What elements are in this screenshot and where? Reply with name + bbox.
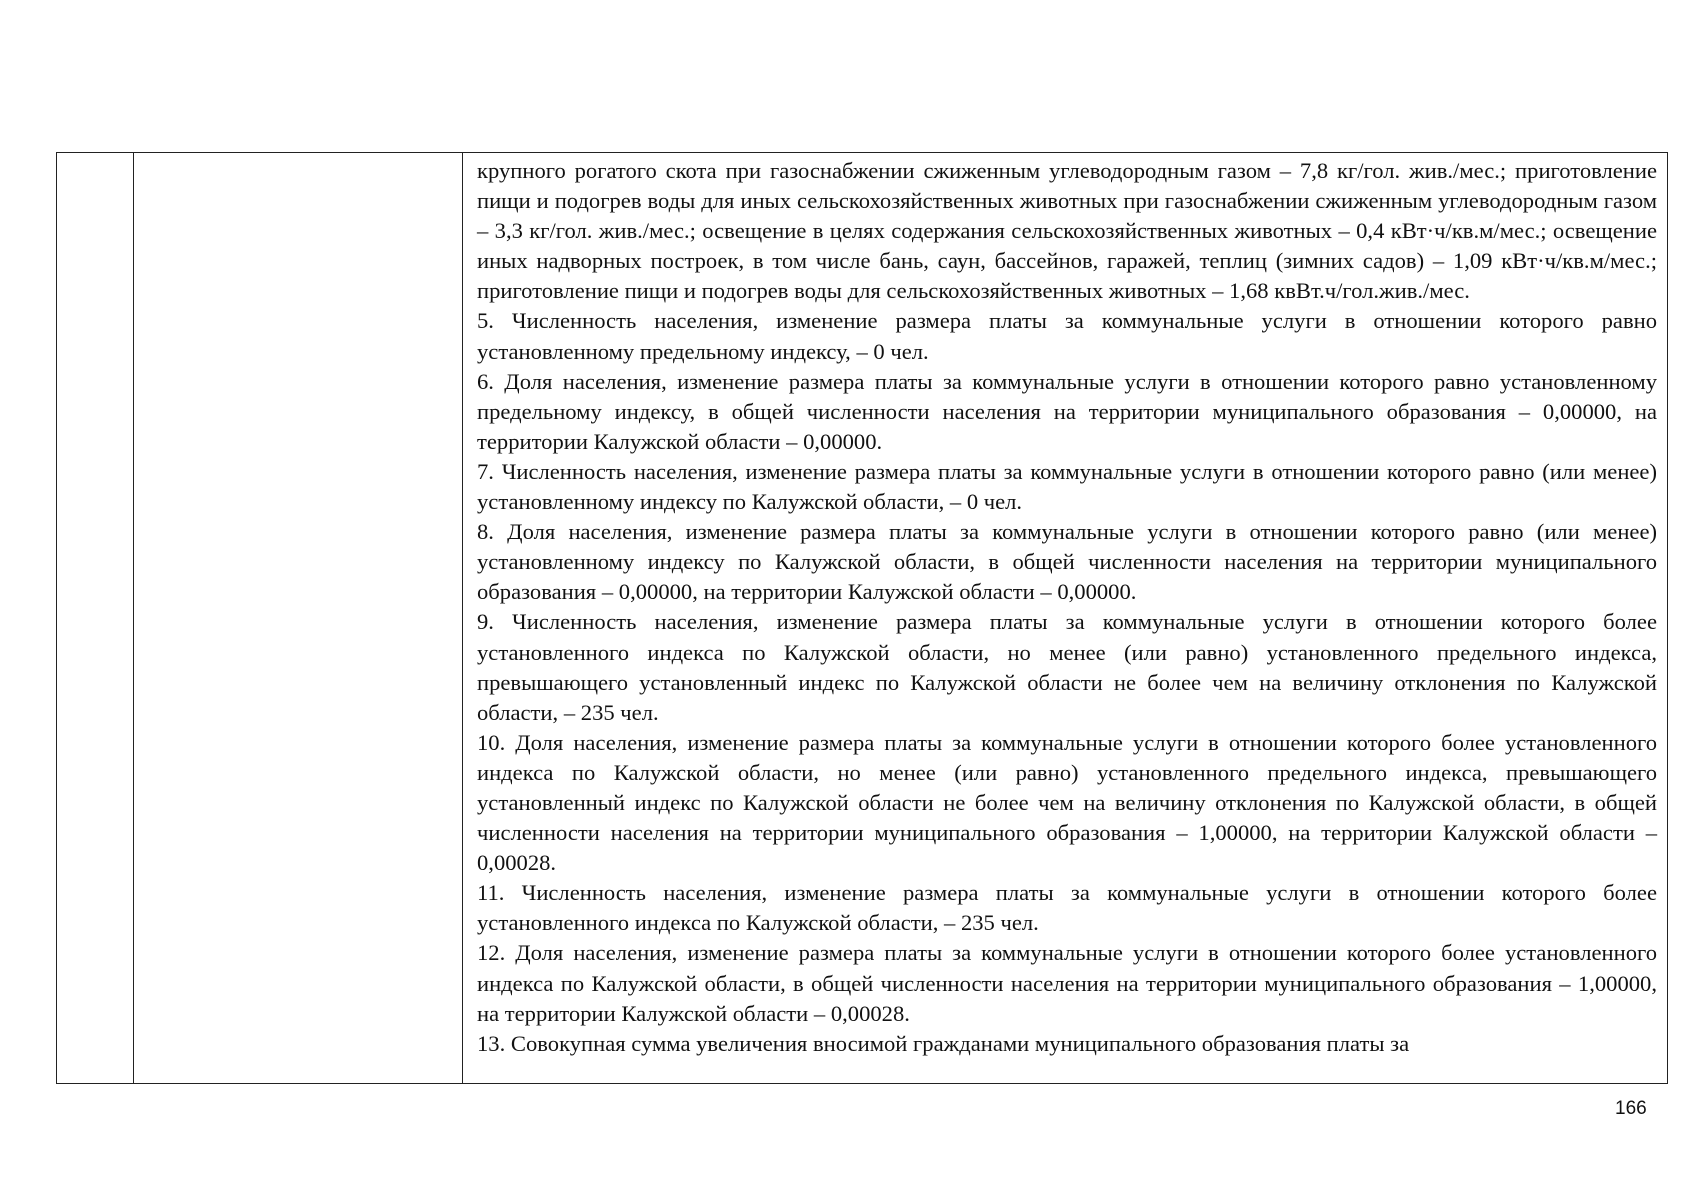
paragraph-13: 13. Совокупная сумма увеличения вносимой гражданами муниципального образования платы за bbox=[477, 1030, 1410, 1056]
page-number: 166 bbox=[1615, 1098, 1647, 1119]
paragraph-7: 7. Численность населения, изменение размера платы за коммунальные услуги в отношении которого равно (или менее) установленному индексу по Калужской области, – 0 чел. bbox=[477, 458, 1657, 515]
name-cell bbox=[134, 153, 463, 1084]
paragraph-9: 9. Численность населения, изменение размера платы за коммунальные услуги в отношении которого более установленного индекса по Калужской области, но менее (или равно) установленного предельного индекса, превышающего установленный индекс по Калужской области не более чем на величину отклонения по Калужской области, – 235 чел. bbox=[477, 609, 1657, 725]
number-cell bbox=[57, 153, 134, 1084]
text-cell bbox=[463, 153, 1668, 1084]
table-row bbox=[57, 153, 1668, 1084]
document-table bbox=[56, 152, 1668, 1084]
paragraph-10: 10. Доля населения, изменение размера платы за коммунальные услуги в отношении которого более установленного индекса по Калужской области, но менее (или равно) установленного предельного индекса, превышающего установленный индекс по Калужской области не более чем на величину отклонения по Калужской области, в общей численности населения на территории муниципального образования – 1,00000, на территории Калужской области – 0,00028. bbox=[477, 729, 1657, 876]
paragraph-5: 5. Численность населения, изменение размера платы за коммунальные услуги в отношении которого равно установленному предельному индексу, – 0 чел. bbox=[477, 308, 1657, 364]
paragraph-continuation: крупного рогатого скота при газоснабжении сжиженным углеводородным газом – 7,8 кг/гол. жив./мес.; приготовление пищи и подогрев воды для иных сельскохозяйственных животных при газоснабжении сжиженным углеводородным газом – 3,3 кг/гол. жив./мес.; освещение в целях содержания сельскохозяйственных животных – 0,4 кВт·ч/кв.м/мес.; освещение иных надворных построек, в том числе бань, саун, бассейнов, гаражей, теплиц (зимних садов) – 1,09 кВт·ч/кв.м/мес.; приготовление пищи и подогрев воды для сельскохозяйственных животных – 1,68 квВт.ч/гол.жив./мес. bbox=[477, 158, 1657, 304]
paragraph-8: 8. Доля населения, изменение размера платы за коммунальные услуги в отношении которого равно (или менее) установленному индексу по Калужской области, в общей численности населения на территории муниципального образования – 0,00000, на территории Калужской области – 0,00000. bbox=[477, 519, 1657, 605]
paragraph-12: 12. Доля населения, изменение размера платы за коммунальные услуги в отношении которого более установленного индекса по Калужской области, в общей численности населения на территории муниципального образования – 1,00000, на территории Калужской области – 0,00028. bbox=[477, 940, 1657, 1026]
paragraph-11: 11. Численность населения, изменение размера платы за коммунальные услуги в отношении которого более установленного индекса по Калужской области, – 235 чел. bbox=[477, 880, 1657, 936]
paragraph-6: 6. Доля населения, изменение размера платы за коммунальные услуги в отношении которого равно установленному предельному индексу, в общей численности населения на территории муниципального образования – 0,00000, на территории Калужской области – 0,00000. bbox=[477, 368, 1657, 454]
